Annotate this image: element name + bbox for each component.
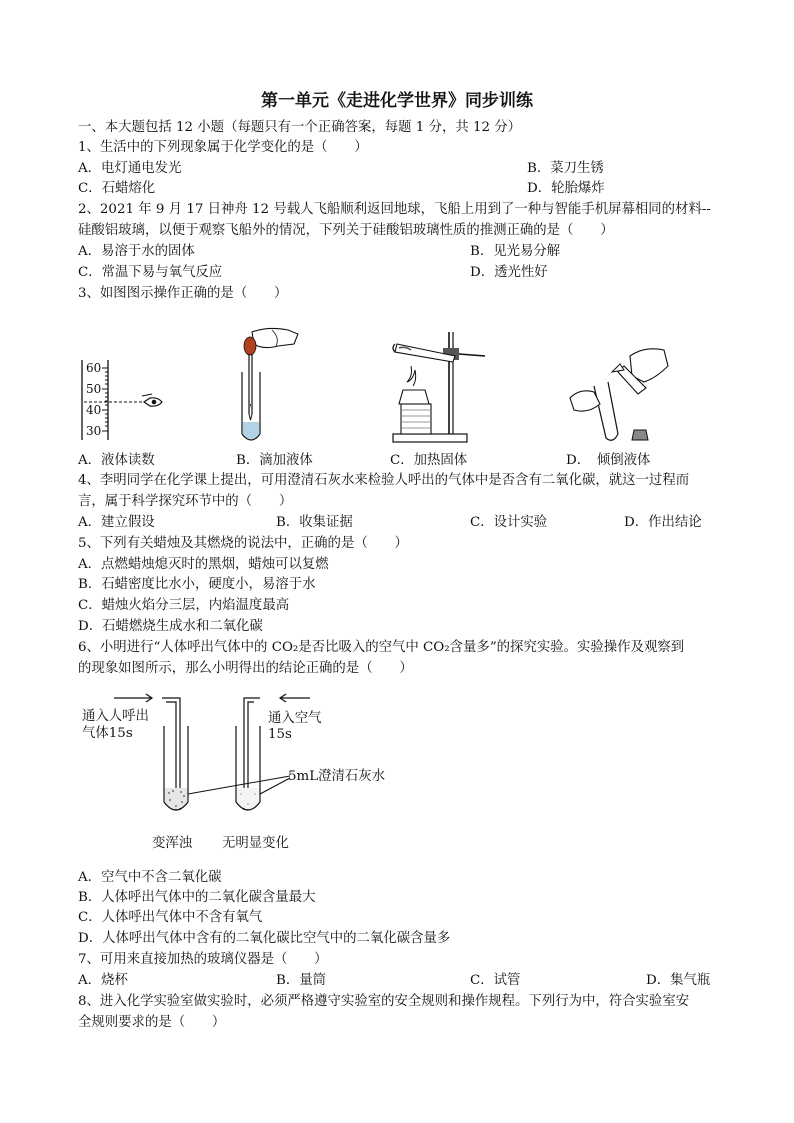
q3-option-d[interactable]: D． 倾倒液体 [566,453,651,468]
q4-stem-line2: 言，属于科学探究环节中的（ ） [78,494,293,509]
q4-option-b[interactable]: B．收集证据 [276,515,353,530]
q6-option-b[interactable]: B．人体呼出气体中的二氧化碳含量最大 [78,890,316,905]
q7-option-d[interactable]: D．集气瓶 [646,973,711,988]
q5-option-d[interactable]: D．石蜡燃烧生成水和二氧化碳 [78,619,263,634]
q2-option-d[interactable]: D．透光性好 [470,265,548,280]
q3-option-a[interactable]: A．液体读数 [78,453,155,468]
q2-option-b[interactable]: B．见光易分解 [470,244,561,259]
fig-result-cloudy: 变浑浊 [152,836,193,851]
fig-result-no-change: 无明显变化 [222,836,289,851]
q1-stem: 1、生活中的下列现象属于化学变化的是（ ） [78,140,368,155]
q6-option-a[interactable]: A．空气中不含二氧化碳 [78,870,222,885]
q8-stem-line1: 8、进入化学实验室做实验时，必须严格遵守实验室的安全规则和操作规程。下列行为中，符合实验室安 [78,994,690,1009]
q1-option-b[interactable]: B．菜刀生锈 [527,161,604,176]
q6-stem-line1: 6、小明进行“人体呼出气体中的 CO₂是否比吸入的空气中 CO₂含量多”的探究实验。实验操作及观察到 [78,640,685,655]
q6-option-c[interactable]: C．人体呼出气体中不含有氧气 [78,910,263,925]
figure-heating-solid [385,330,495,446]
q1-option-a[interactable]: A．电灯通电发光 [78,161,182,176]
fig-left-label-line1: 通入人呼出 [82,709,149,724]
fig-left-label-line2: 气体15s [82,726,133,741]
q2-stem-line1: 2、2021 年 9 月 17 日神舟 12 号载人飞船顺利返回地球，飞船上用到了一种与智能手机屏幕相同的材料-- [78,202,711,217]
section-heading: 一、本大题包括 12 小题（每题只有一个正确答案，每题 1 分，共 12 分） [78,120,522,135]
q2-option-a[interactable]: A．易溶于水的固体 [78,244,195,259]
q3-option-b[interactable]: B．滴加液体 [236,453,313,468]
q5-option-a[interactable]: A．点燃蜡烛熄灭时的黑烟，蜡烛可以复燃 [78,557,329,572]
q7-option-a[interactable]: A．烧杯 [78,973,128,988]
q1-option-d[interactable]: D．轮胎爆炸 [527,181,605,196]
q5-option-c[interactable]: C．蜡烛火焰分三层，内焰温度最高 [78,598,290,613]
q2-option-c[interactable]: C．常温下易与氧气反应 [78,265,223,280]
q3-option-c[interactable]: C．加热固体 [390,453,468,468]
fig-reagent-label: 5mL澄清石灰水 [288,769,386,784]
q4-option-a[interactable]: A．建立假设 [78,515,155,530]
fig-right-label-line2: 15s [268,727,292,742]
q2-stem-line2: 硅酸铝玻璃，以便于观察飞船外的情况，下列关于硅酸铝玻璃性质的推测正确的是（ ） [78,223,614,238]
q4-option-c[interactable]: C．设计实验 [470,515,548,530]
q7-option-c[interactable]: C．试管 [470,973,521,988]
q6-option-d[interactable]: D．人体呼出气体中含有的二氧化碳比空气中的二氧化碳含量多 [78,931,451,946]
q5-stem: 5、下列有关蜡烛及其燃烧的说法中，正确的是（ ） [78,536,408,551]
q1-option-c[interactable]: C．石蜡熔化 [78,181,156,196]
fig-right-label-line1: 通入空气 [268,711,322,726]
scale-label-50: 50 [86,382,102,396]
q7-stem: 7、可用来直接加热的玻璃仪器是（ ） [78,952,328,967]
figure-pouring-liquid [560,342,680,446]
scale-label-40: 40 [86,403,102,417]
scale-label-60: 60 [86,361,102,375]
q6-stem-line2: 的现象如图所示，那么小明得出的结论正确的是（ ） [78,661,413,676]
q4-stem-line1: 4、李明同学在化学课上提出，可用澄清石灰水来检验人呼出的气体中是否含有二氧化碳，就这一过程而 [78,473,690,488]
q5-option-b[interactable]: B．石蜡密度比水小，硬度小，易溶于水 [78,577,316,592]
q7-option-b[interactable]: B．量筒 [276,973,327,988]
scale-label-30: 30 [86,424,102,438]
figure-dropper [228,324,308,448]
page-title: 第一单元《走进化学世界》同步训练 [261,91,533,111]
q4-option-d[interactable]: D．作出结论 [624,515,702,530]
q8-stem-line2: 全规则要求的是（ ） [78,1015,226,1030]
q3-stem: 3、如图图示操作正确的是（ ） [78,286,288,301]
